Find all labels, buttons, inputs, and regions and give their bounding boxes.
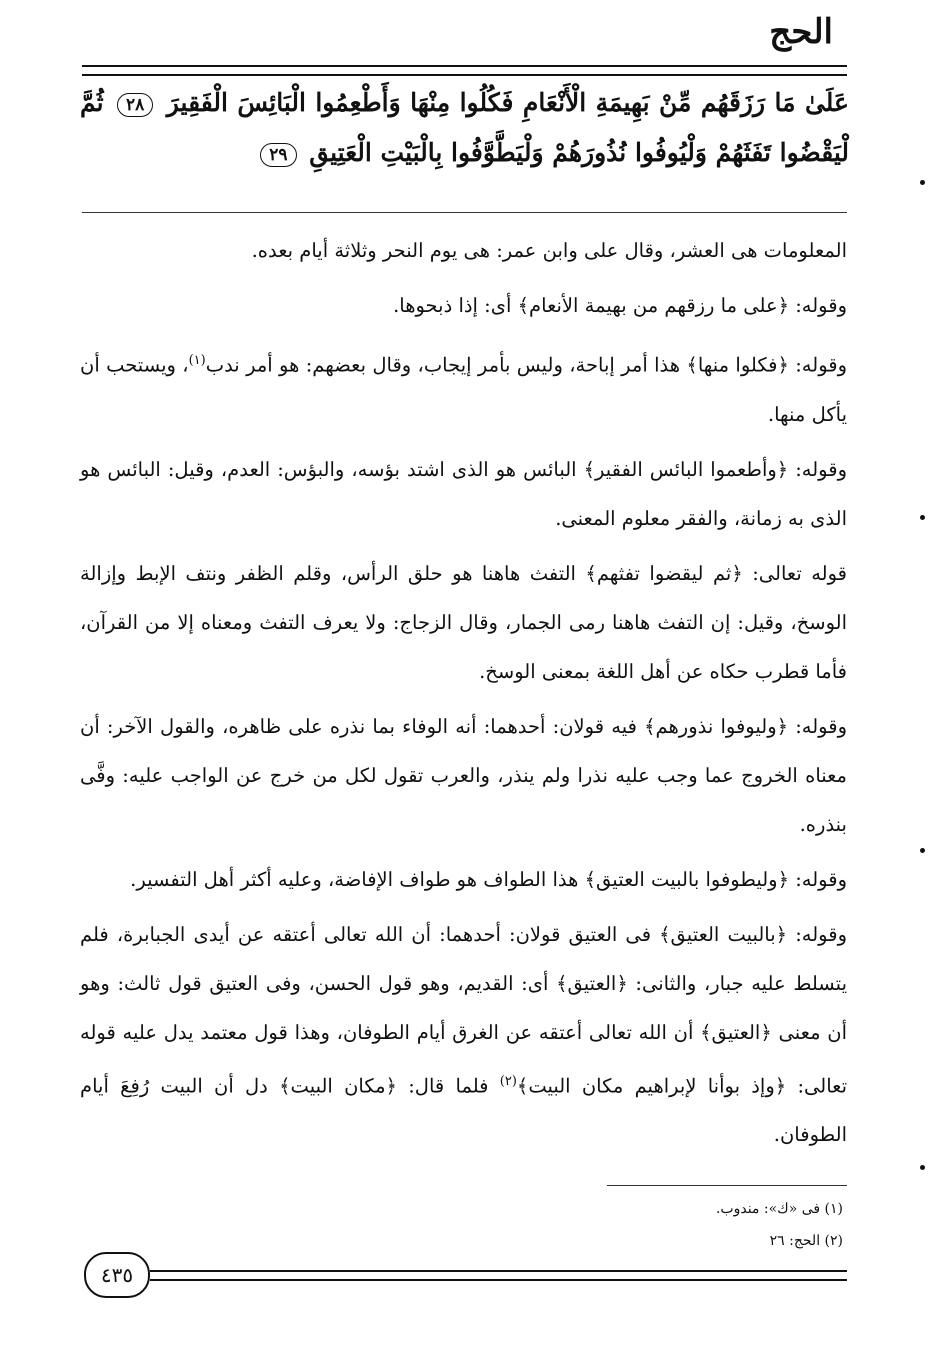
ayah-number-29: ٢٩ xyxy=(260,143,296,167)
footnote-2: (٢) الحج: ٢٦ xyxy=(769,1233,843,1249)
paragraph-text: قوله تعالى: ﴿ثم ليقضوا تفثهم﴾ التفث هاهنا هو حلق الرأس، وقلم الظفر ونتف الإبط وإزالة الوسخ، وقيل: إن التفث هاهنا رمى الجمار، وقال الزجاج: ولا يعرف التفث ومعناه إلا من القرآن، فأما قطرب حكاه عن أهل اللغة بمعنى الوسخ. xyxy=(80,561,847,683)
header-double-rule xyxy=(82,65,847,76)
paragraph-text: وقوله: ﴿فكلوا منها﴾ هذا أمر إباحة، وليس بأمر إيجاب، وقال بعضهم: هو أمر ندب xyxy=(205,353,848,377)
paragraph-8 xyxy=(80,910,847,1160)
paragraph-6 xyxy=(80,702,847,849)
margin-mark xyxy=(920,1165,925,1170)
footer-double-rule xyxy=(150,1270,847,1281)
paragraph-text: ، ويستحب أن يأكل منها. xyxy=(80,353,847,426)
paragraph-text: وقوله: ﴿وأطعموا البائس الفقير﴾ البائس هو الذى اشتد بؤسه، والبؤس: العدم، وقيل: البائس هو الذى به زمانة، والفقر معلوم المعنى. xyxy=(80,457,847,530)
paragraph-1 xyxy=(80,226,847,275)
paragraph-text: وقوله: ﴿وليوفوا نذورهم﴾ فيه قولان: أحدهما: أنه الوفاء بما نذره على ظاهره، والقول الآخر: أن معناه الخروج عما وجب عليه نذرا ولم ينذر، والعرب تقول لكل من خرج عن الواجب عليه: وفَّى بنذره. xyxy=(80,714,847,836)
chapter-title: الحج xyxy=(769,12,833,52)
paragraph-7 xyxy=(80,855,847,904)
footnotes xyxy=(716,1193,843,1257)
margin-mark xyxy=(920,848,925,853)
paragraph-4 xyxy=(80,445,847,543)
paragraph-2 xyxy=(80,281,847,330)
margin-mark xyxy=(920,180,925,185)
footnote-1: (١) فى «ك»: مندوب. xyxy=(715,1201,843,1217)
paragraph-text: وقوله: ﴿وليطوفوا بالبيت العتيق﴾ هذا الطواف هو طواف الإفاضة، وعليه أكثر أهل التفسير. xyxy=(130,867,847,891)
footnote-ref-1[interactable]: (١) xyxy=(188,353,206,368)
paragraph-text: وقوله: ﴿على ما رزقهم من بهيمة الأنعام﴾ أى: إذا ذبحوها. xyxy=(393,294,847,317)
footnote-separator xyxy=(607,1185,847,1186)
page-number: ٤٣٥ xyxy=(84,1252,150,1298)
ayah-number-28: ٢٨ xyxy=(117,93,153,117)
quran-verse xyxy=(80,78,849,178)
margin-mark xyxy=(920,515,925,520)
paragraph-text: فلما قال: ﴿مكان البيت﴾ دل أن البيت رُفِعَ أيام الطوفان. xyxy=(80,1074,847,1146)
paragraph-text: وقوله: ﴿بالبيت العتيق﴾ فى العتيق قولان: أحدهما: أن الله تعالى أعتقه عن أيدى الجبابرة، فلم يتسلط عليه جبار، والثانى: ﴿العتيق﴾ أى: القديم، وهو قول الحسن، وفى العتيق قول ثالث: وهو أن معنى ﴿العتيق﴾ أن الله تعالى أعتقه عن الغرق أيام الطوفان، وهذا قول معتمد يدل عليه قوله تعالى: ﴿وإذ بوأنا لإبراهيم مكان البيت﴾ xyxy=(80,922,847,1097)
verse-separator-rule xyxy=(82,212,847,213)
paragraph-3 xyxy=(80,336,847,439)
paragraph-text: المعلومات هى العشر، وقال على وابن عمر: هى يوم النحر وثلاثة أيام بعده. xyxy=(251,239,847,262)
paragraph-5 xyxy=(80,549,847,696)
footnote-ref-2[interactable]: (٢) xyxy=(499,1073,517,1089)
verse-line-2: ثُمَّ لْيَقْضُوا تَفَثَهُمْ وَلْيُوفُوا نُذُورَهُمْ وَلْيَطَّوَّفُوا بِالْبَيْتِ الْعَتِيقِ xyxy=(80,88,849,167)
commentary-body xyxy=(80,226,847,1165)
verse-line-1: عَلَىٰ مَا رَزَقَهُم مِّنْ بَهِيمَةِ الْأَنْعَامِ فَكُلُوا مِنْهَا وَأَطْعِمُوا الْبَائِسَ الْفَقِيرَ xyxy=(166,88,849,117)
